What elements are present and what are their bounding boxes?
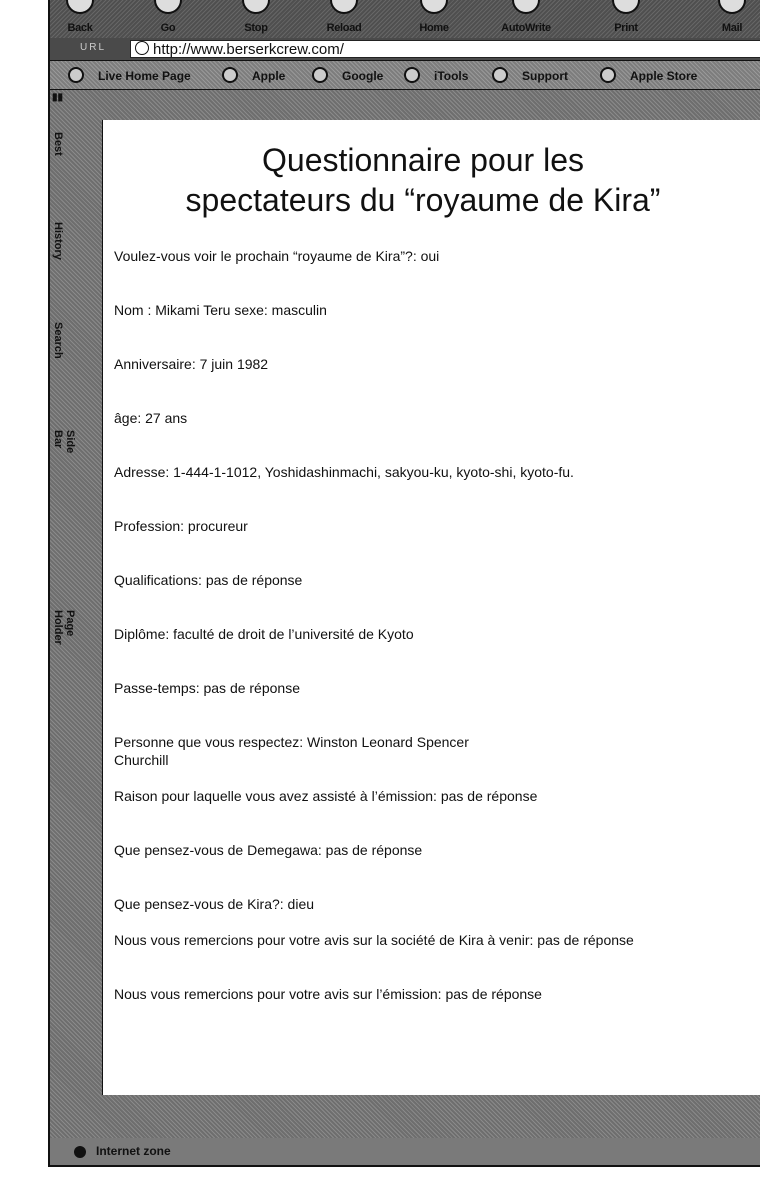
status-bar xyxy=(50,1138,760,1165)
stop-button[interactable]: Stop xyxy=(226,0,286,38)
printer-icon xyxy=(612,0,640,14)
favorite-live-home-page[interactable]: Live Home Page xyxy=(68,67,191,83)
questionnaire-field: âge: 27 ans xyxy=(114,410,188,426)
favorite-support[interactable]: Support xyxy=(492,67,568,83)
questionnaire-field: Nous vous remercions pour votre avis sur l’émission: pas de réponse xyxy=(114,986,542,1002)
bookmark-icon xyxy=(492,67,508,83)
questionnaire-field: Nom : Mikami Teru sexe: masculin xyxy=(114,302,327,318)
pencil-icon xyxy=(512,0,540,14)
bookmark-icon xyxy=(68,67,84,83)
page-title: Questionnaire pour les spectateurs du “royaume de Kira” xyxy=(185,142,661,218)
favorite-apple-store[interactable]: Apple Store xyxy=(600,67,697,83)
favorites-bar xyxy=(50,61,760,90)
home-icon xyxy=(420,0,448,14)
autowrite-button[interactable]: AutoWrite xyxy=(496,0,556,38)
reload-button[interactable]: Reload xyxy=(314,0,374,38)
reload-icon xyxy=(330,0,358,14)
explorer-sidebar-tabs: ▮▮ Best History Search Side Bar Page Holder xyxy=(52,92,76,645)
questionnaire-field: Adresse: 1-444-1-1012, Yoshidashinmachi, sakyou-ku, kyoto-shi, kyoto-fu. xyxy=(114,464,574,480)
mail-button[interactable]: Mail xyxy=(702,0,760,38)
favorite-itools[interactable]: iTools xyxy=(404,67,468,83)
status-text: Internet zone xyxy=(96,1144,171,1158)
address-label: URL xyxy=(80,42,107,53)
bookmark-icon xyxy=(312,67,328,83)
print-button[interactable]: Print xyxy=(596,0,656,38)
questionnaire-field: Raison pour laquelle vous avez assisté à l’émission: pas de réponse xyxy=(114,788,538,804)
questionnaire-field: Voulez-vous voir le prochain “royaume de Kira”?: oui xyxy=(114,248,440,264)
bookmark-icon xyxy=(404,67,420,83)
questionnaire-field: Personne que vous respectez: Winston Leonard Spencer Churchill xyxy=(114,734,469,768)
questionnaire-field: Que pensez-vous de Kira?: dieu xyxy=(114,896,315,912)
bookmark-icon xyxy=(222,67,238,83)
back-button[interactable]: Back xyxy=(50,0,110,38)
favorite-apple[interactable]: Apple xyxy=(222,67,285,83)
toolbar xyxy=(50,0,760,39)
go-button[interactable]: Go xyxy=(138,0,198,38)
questionnaire-field: Que pensez-vous de Demegawa: pas de réponse xyxy=(114,842,423,858)
bookmark-icon xyxy=(600,67,616,83)
globe-icon xyxy=(74,1146,86,1158)
questionnaire-field: Passe-temps: pas de réponse xyxy=(114,680,300,696)
page-icon xyxy=(135,41,149,55)
mail-icon xyxy=(718,0,746,14)
grip-handle[interactable]: ▮▮ xyxy=(52,92,64,103)
home-button[interactable]: Home xyxy=(404,0,464,38)
stop-icon xyxy=(242,0,270,14)
forward-icon xyxy=(154,0,182,14)
questionnaire-field: Profession: procureur xyxy=(114,518,248,534)
questionnaire-field: Nous vous remercions pour votre avis sur la société de Kira à venir: pas de réponse xyxy=(114,932,634,948)
address-bar xyxy=(50,38,760,61)
url-input[interactable] xyxy=(130,40,760,58)
questionnaire-field: Anniversaire: 7 juin 1982 xyxy=(114,356,269,372)
back-icon xyxy=(66,0,94,14)
favorite-google[interactable]: Google xyxy=(312,67,383,83)
web-page-content xyxy=(102,120,760,1095)
divider xyxy=(48,1165,760,1167)
url-text: http://www.berserkcrew.com/ xyxy=(153,41,344,58)
questionnaire-field: Diplôme: faculté de droit de l’université de Kyoto xyxy=(114,626,414,642)
browser-window xyxy=(48,0,760,1165)
questionnaire-field: Qualifications: pas de réponse xyxy=(114,572,303,588)
